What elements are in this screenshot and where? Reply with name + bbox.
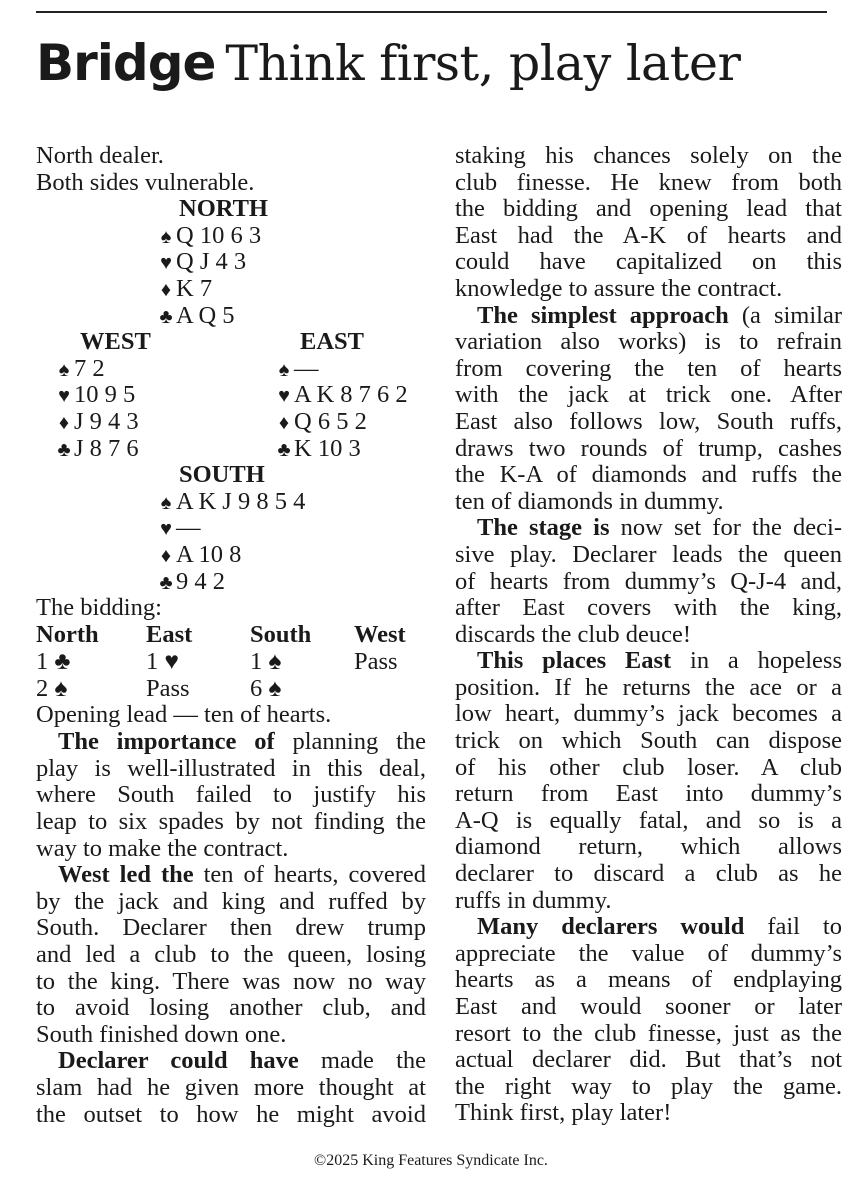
club-icon: ♣: [159, 571, 173, 594]
paragraph-line: with the jack at trick one. After: [455, 381, 842, 409]
paragraph-line: discards the club deuce!: [455, 620, 692, 648]
east-hearts: ♥ A K 8 7 6 2: [274, 382, 408, 410]
paragraph-line: return from East into dummy’s: [455, 780, 842, 808]
north-diamonds: ♦ K 7: [156, 276, 212, 304]
bid-cell: 1 ♠: [250, 648, 282, 676]
paragraph-line: after East covers with the king,: [455, 594, 842, 622]
paragraph-line: actual declarer did. But that’s not: [455, 1046, 842, 1074]
diamond-icon: ♦: [160, 544, 172, 567]
paragraph-line: draws two rounds of trump, cashes: [455, 434, 842, 462]
paragraph-line: could have capitalized on this: [455, 248, 842, 276]
paragraph-line: low heart, dummy’s jack becomes a: [455, 700, 842, 728]
paragraph-line: South. Declarer then drew trump: [36, 914, 426, 942]
paragraph-line: West led the ten of hearts, covered: [58, 861, 426, 889]
north-label: NORTH: [179, 195, 268, 223]
bid-cell: 1 ♣: [36, 648, 71, 676]
paragraph-line: South finished down one.: [36, 1020, 287, 1048]
east-diamonds: ♦ Q 6 5 2: [274, 409, 367, 437]
spade-icon: ♠: [54, 674, 68, 702]
paragraph-line: by the jack and king and ruffed by: [36, 887, 426, 915]
west-hearts: ♥ 10 9 5: [54, 382, 135, 410]
paragraph-line: Many declarers would fail to: [477, 913, 842, 941]
paragraph-line: leap to six spades by not finding the: [36, 807, 426, 835]
paragraph-line: of hearts from dummy’s Q-J-4 and,: [455, 567, 842, 595]
paragraph-line: to the king. There was now no way: [36, 967, 426, 995]
diamond-icon: ♦: [160, 278, 172, 301]
west-diamonds: ♦ J 9 4 3: [54, 409, 139, 437]
north-clubs: ♣ A Q 5: [156, 303, 235, 331]
headline: [36, 34, 741, 92]
paragraph-line: Think first, play later!: [455, 1099, 672, 1127]
west-label: WEST: [80, 328, 151, 356]
paragraph-line: slam had he given more thought at: [36, 1073, 426, 1101]
deal-diagram: [36, 196, 426, 649]
paragraph-line: The simplest approach (a similar: [477, 301, 843, 329]
copyright-footer: ©2025 King Features Syndicate Inc.: [314, 1152, 548, 1169]
paragraph-line: variation also works) is to refrain: [455, 328, 842, 356]
spade-icon: ♠: [268, 674, 282, 702]
paragraph-line: to avoid losing another club, and: [36, 994, 426, 1022]
bidding-header-north: North: [36, 620, 99, 648]
paragraph-line: way to make the contract.: [36, 834, 289, 862]
top-rule: [36, 11, 827, 13]
heart-icon: ♥: [160, 518, 172, 541]
paragraph-line: staking his chances solely on the: [455, 142, 842, 169]
south-clubs: ♣ 9 4 2: [156, 569, 225, 597]
spade-icon: ♠: [268, 648, 282, 676]
right-column: [455, 143, 842, 1127]
bidding-header-south: South: [250, 620, 312, 648]
paragraph-line: sive play. Declarer leads the queen: [455, 540, 842, 568]
club-icon: ♣: [54, 648, 71, 676]
heart-icon: ♥: [164, 648, 179, 676]
paragraph-line: diamond return, which allows: [455, 833, 842, 861]
paragraph-line: East had the A-K of hearts and: [455, 221, 842, 249]
paragraph-line: the right way to play the game.: [455, 1072, 842, 1100]
paragraph-line: hearts as a means of endplaying: [455, 966, 842, 994]
bidding-header-east: East: [146, 620, 193, 648]
paragraph-line: ten of diamonds in dummy.: [455, 487, 724, 515]
bid-cell: 1 ♥: [146, 648, 179, 676]
paragraph-line: from covering the ten of hearts: [455, 354, 842, 382]
paragraph-line: club finesse. He knew from both: [455, 168, 842, 196]
heart-icon: ♥: [160, 252, 172, 275]
opening-lead: Opening lead — ten of hearts.: [36, 701, 332, 729]
north-hearts: ♥ Q J 4 3: [156, 249, 246, 277]
paragraph-line: the outset to how he might avoid: [36, 1100, 426, 1128]
heart-icon: ♥: [278, 385, 290, 408]
south-label: SOUTH: [179, 461, 265, 489]
bid-cell: 2 ♠: [36, 674, 68, 702]
paragraph-line: appreciate the value of dummy’s: [455, 939, 842, 967]
bid-cell: Pass: [146, 674, 190, 702]
diamond-icon: ♦: [58, 411, 70, 434]
paragraph-line: This places East in a hopeless: [477, 647, 842, 675]
paragraph-line: East also follows low, South ruffs,: [455, 407, 842, 435]
heart-icon: ♥: [58, 385, 70, 408]
club-icon: ♣: [159, 305, 173, 328]
paragraph-line: declarer to discard a club as he: [455, 860, 842, 888]
paragraph-line: the K-A of diamonds and ruffs the: [455, 461, 842, 489]
bidding-label: The bidding:: [36, 594, 162, 622]
east-spades: ♠ —: [274, 356, 319, 384]
bid-cell: Pass: [354, 648, 398, 676]
dealer-line: North dealer.: [36, 142, 164, 169]
paragraph-line: the bidding and opening lead that: [455, 195, 842, 223]
spade-icon: ♠: [278, 358, 290, 381]
paragraph-line: where South failed to justify his: [36, 781, 426, 809]
column-kicker: Bridge: [36, 34, 216, 92]
north-spades: ♠ Q 10 6 3: [156, 223, 261, 251]
bidding-table: [36, 649, 426, 729]
paragraph-line: knowledge to assure the contract.: [455, 274, 783, 302]
spade-icon: ♠: [58, 358, 70, 381]
paragraph-line: East and would sooner or later: [455, 993, 842, 1020]
paragraph-line: and led a club to the queen, losing: [36, 940, 426, 968]
left-column: [36, 143, 426, 1128]
east-label: EAST: [300, 328, 365, 356]
east-clubs: ♣ K 10 3: [274, 436, 361, 464]
paragraph-line: Declarer could have made the: [58, 1047, 426, 1075]
west-clubs: ♣ J 8 7 6: [54, 436, 139, 464]
club-icon: ♣: [277, 438, 291, 461]
bidding-header-west: West: [354, 620, 406, 648]
south-spades: ♠ A K J 9 8 5 4: [156, 489, 305, 517]
paragraph-line: The stage is now set for the deci-: [477, 514, 842, 542]
paragraph-line: A-Q is equally fatal, and so is a: [455, 806, 842, 834]
bid-cell: 6 ♠: [250, 674, 282, 702]
spade-icon: ♠: [160, 491, 172, 514]
paragraph-line: resort to the club finesse, just as the: [455, 1019, 842, 1047]
diamond-icon: ♦: [278, 411, 290, 434]
paragraph-line: trick on which South can dispose: [455, 727, 842, 755]
paragraph-line: of his other club loser. A club: [455, 753, 842, 781]
paragraph-line: play is well-illustrated in this deal,: [36, 754, 426, 782]
spade-icon: ♠: [160, 225, 172, 248]
club-icon: ♣: [57, 438, 71, 461]
paragraph-line: ruffs in dummy.: [455, 886, 612, 914]
vulnerability-line: Both sides vulnerable.: [36, 168, 255, 196]
west-spades: ♠ 7 2: [54, 356, 105, 384]
south-diamonds: ♦ A 10 8: [156, 542, 241, 570]
article-title: Think first, play later: [225, 35, 741, 92]
south-hearts: ♥ —: [156, 515, 201, 543]
paragraph-line: position. If he returns the ace or a: [455, 673, 842, 701]
paragraph-line: The importance of planning the: [58, 728, 427, 756]
